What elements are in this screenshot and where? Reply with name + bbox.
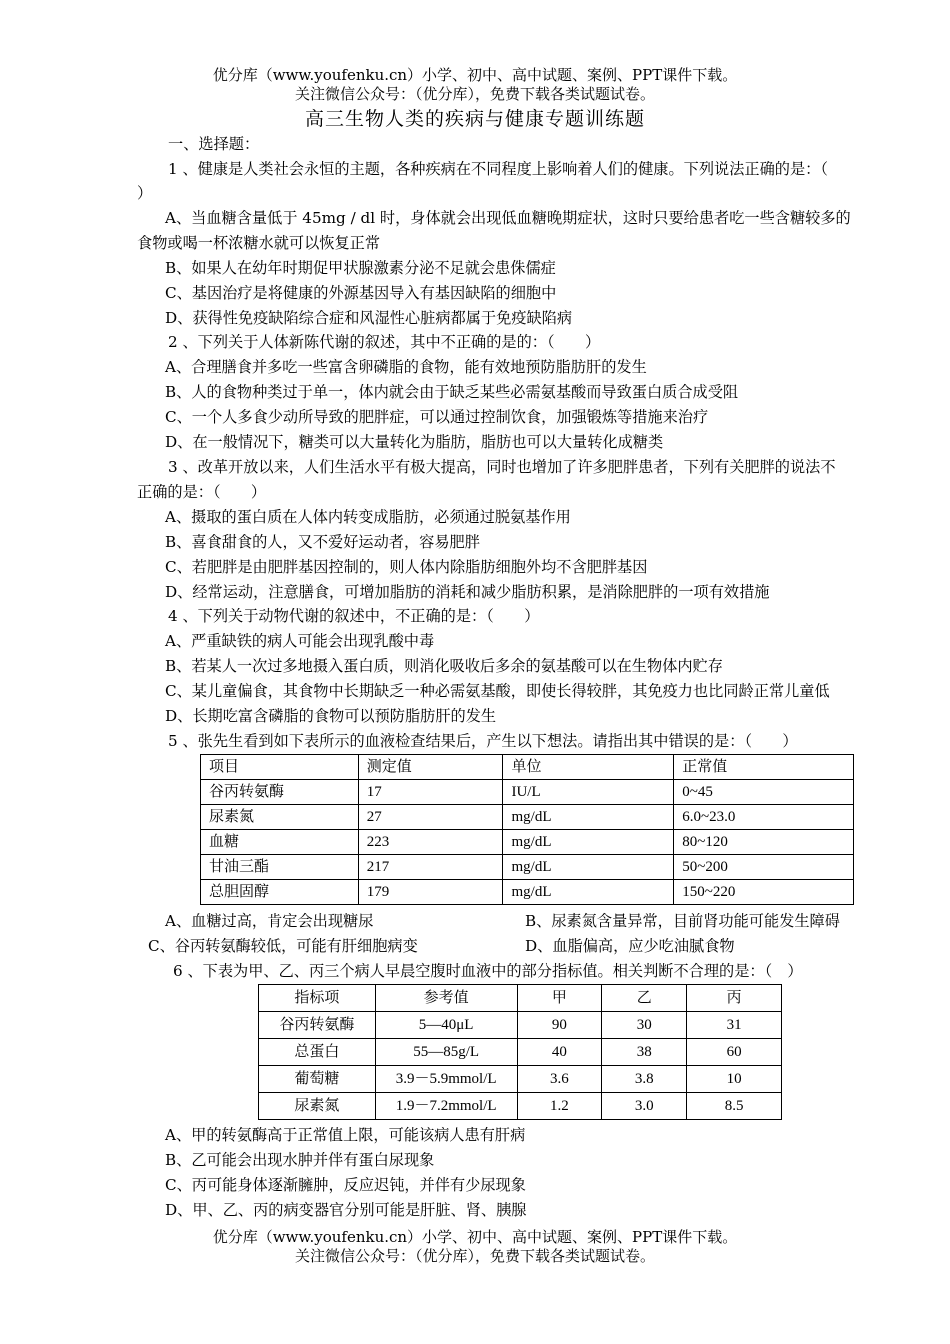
table-header-row [259,985,782,1012]
table-cell: 尿素氮 [259,1093,376,1120]
table-cell: 55—85g/L [375,1039,517,1066]
table-header-cell: 参考值 [375,985,517,1012]
table-cell: 0~45 [674,780,854,805]
table-cell: 223 [358,830,503,855]
question-1-stem: 1 、健康是人类社会永恒的主题，各种疾病在不同程度上影响着人们的健康。下列说法正确的是：（ [168,160,828,178]
option-1c: C、基因治疗是将健康的外源基因导入有基因缺陷的细胞中 [165,284,557,302]
table-cell: 80~120 [674,830,854,855]
table-cell: mg/dL [503,855,674,880]
table-cell: IU/L [503,780,674,805]
table-cell: 3.8 [602,1066,687,1093]
table-row [201,830,854,855]
footer-line-1: 优分库（www.youfenku.cn）小学、初中、高中试题、案例、PPT课件下载。 [212,1228,738,1246]
table-row [259,1093,782,1120]
header-line-1: 优分库（www.youfenku.cn）小学、初中、高中试题、案例、PPT课件下载。 [212,66,738,84]
option-6b: B、乙可能会出现水肿并伴有蛋白尿现象 [165,1151,435,1169]
table-cell: 60 [687,1039,782,1066]
option-1a: A、当血糖含量低于 45mg / dl 时，身体就会出现低血糖晚期症状，这时只要给患者吃一些含糖较多的 [165,209,851,227]
option-1d: D、获得性免疫缺陷综合症和风湿性心脏病都属于免疫缺陷病 [165,309,573,327]
question-4-stem: 4 、下列关于动物代谢的叙述中，不正确的是：（ ） [168,607,540,625]
table-cell: 谷丙转氨酶 [201,780,359,805]
page-title: 高三生物人类的疾病与健康专题训练题 [304,108,645,130]
option-6c: C、丙可能身体逐渐臃肿，反应迟钝，并伴有少尿现象 [165,1176,526,1194]
table-row [259,1066,782,1093]
option-2b: B、人的食物种类过于单一，体内就会由于缺乏某些必需氨基酸而导致蛋白质合成受阻 [165,383,739,401]
table-cell: mg/dL [503,880,674,905]
option-4d: D、长期吃富含磷脂的食物可以预防脂肪肝的发生 [165,707,497,725]
table-cell: 38 [602,1039,687,1066]
option-2c: C、一个人多食少动所导致的肥胖症，可以通过控制饮食，加强锻炼等措施来治疗 [165,408,709,426]
table-cell: 血糖 [201,830,359,855]
table-cell: 3.9－5.9mmol/L [375,1066,517,1093]
table-header-cell: 乙 [602,985,687,1012]
option-3d: D、经常运动，注意膳食，可增加脂肪的消耗和减少脂肪积累，是消除肥胖的一项有效措施 [165,583,770,601]
question-6-stem: 6 、下表为甲、乙、丙三个病人早晨空腹时血液中的部分指标值。相关判断不合理的是：（ ） [173,962,803,980]
table-header-cell: 单位 [503,755,674,780]
question-1-stem-cont: ） [137,184,153,202]
option-4a: A、严重缺铁的病人可能会出现乳酸中毒 [165,632,435,650]
table-cell: 27 [358,805,503,830]
table-row [201,855,854,880]
option-1a-cont: 食物或喝一杯浓糖水就可以恢复正常 [137,234,380,252]
table-header-cell: 指标项 [259,985,376,1012]
option-5b: B、尿素氮含量异常，目前肾功能可能发生障碍 [525,912,840,930]
table-cell: 谷丙转氨酶 [259,1012,376,1039]
option-3a: A、摄取的蛋白质在人体内转变成脂肪，必须通过脱氨基作用 [165,508,571,526]
table-cell: 8.5 [687,1093,782,1120]
table-cell: 31 [687,1012,782,1039]
table-cell: 3.6 [517,1066,602,1093]
option-2d: D、在一般情况下，糖类可以大量转化为脂肪，脂肪也可以大量转化成糖类 [165,433,664,451]
table-cell: 总蛋白 [259,1039,376,1066]
table-row [259,1012,782,1039]
table-cell: 217 [358,855,503,880]
table-row [201,780,854,805]
table-cell: 葡萄糖 [259,1066,376,1093]
table-header-cell: 项目 [201,755,359,780]
option-5c: C、谷丙转氨酶较低，可能有肝细胞病变 [148,937,418,955]
question-5-stem: 5 、张先生看到如下表所示的血液检查结果后，产生以下想法。请指出其中错误的是：（ ） [168,732,798,750]
table-cell: 3.0 [602,1093,687,1120]
table-cell: 17 [358,780,503,805]
table-cell: 179 [358,880,503,905]
table-cell: 150~220 [674,880,854,905]
section-heading: 一、选择题： [168,135,260,153]
option-3c: C、若肥胖是由肥胖基因控制的，则人体内除脂肪细胞外均不含肥胖基因 [165,558,648,576]
table-cell: 5—40μL [375,1012,517,1039]
option-5d: D、血脂偏高，应少吃油腻食物 [525,937,735,955]
patient-index-table [258,984,782,1120]
question-3-stem: 3 、改革开放以来，人们生活水平有极大提高，同时也增加了许多肥胖患者，下列有关肥胖的说法不 [168,458,836,476]
option-3b: B、喜食甜食的人，又不爱好运动者，容易肥胖 [165,533,480,551]
table-row [259,1039,782,1066]
table-cell: 30 [602,1012,687,1039]
option-5a: A、血糖过高，肯定会出现糖尿 [165,912,374,930]
table-cell: 甘油三酯 [201,855,359,880]
option-4c: C、某儿童偏食，其食物中长期缺乏一种必需氨基酸，即使长得较胖，其免疫力也比同龄正常儿童低 [165,682,830,700]
table-cell: 1.2 [517,1093,602,1120]
table-cell: 50~200 [674,855,854,880]
option-4b: B、若某人一次过多地摄入蛋白质，则消化吸收后多余的氨基酸可以在生物体内贮存 [165,657,723,675]
option-1b: B、如果人在幼年时期促甲状腺激素分泌不足就会患侏儒症 [165,259,556,277]
header-line-2: 关注微信公众号：（优分库），免费下载各类试题试卷。 [294,85,655,103]
table-header-row [201,755,854,780]
table-row [201,880,854,905]
table-cell: 90 [517,1012,602,1039]
option-6a: A、甲的转氨酶高于正常值上限，可能该病人患有肝病 [165,1126,526,1144]
table-row [201,805,854,830]
table-header-cell: 测定值 [358,755,503,780]
table-cell: 40 [517,1039,602,1066]
table-cell: 总胆固醇 [201,880,359,905]
footer-line-2: 关注微信公众号：（优分库），免费下载各类试题试卷。 [294,1247,655,1265]
table-header-cell: 丙 [687,985,782,1012]
question-2-stem: 2 、下列关于人体新陈代谢的叙述，其中不正确的是的：（ ） [168,333,601,351]
question-3-stem-cont: 正确的是：（ ） [137,483,267,501]
table-header-cell: 甲 [517,985,602,1012]
table-cell: 6.0~23.0 [674,805,854,830]
option-2a: A、合理膳食并多吃一些富含卵磷脂的食物，能有效地预防脂肪肝的发生 [165,358,647,376]
table-cell: 10 [687,1066,782,1093]
table-header-cell: 正常值 [674,755,854,780]
table-cell: mg/dL [503,805,674,830]
option-6d: D、甲、乙、丙的病变器官分别可能是肝脏、肾、胰腺 [165,1201,527,1219]
blood-test-table [200,754,854,905]
table-cell: 1.9－7.2mmol/L [375,1093,517,1120]
table-cell: 尿素氮 [201,805,359,830]
table-cell: mg/dL [503,830,674,855]
